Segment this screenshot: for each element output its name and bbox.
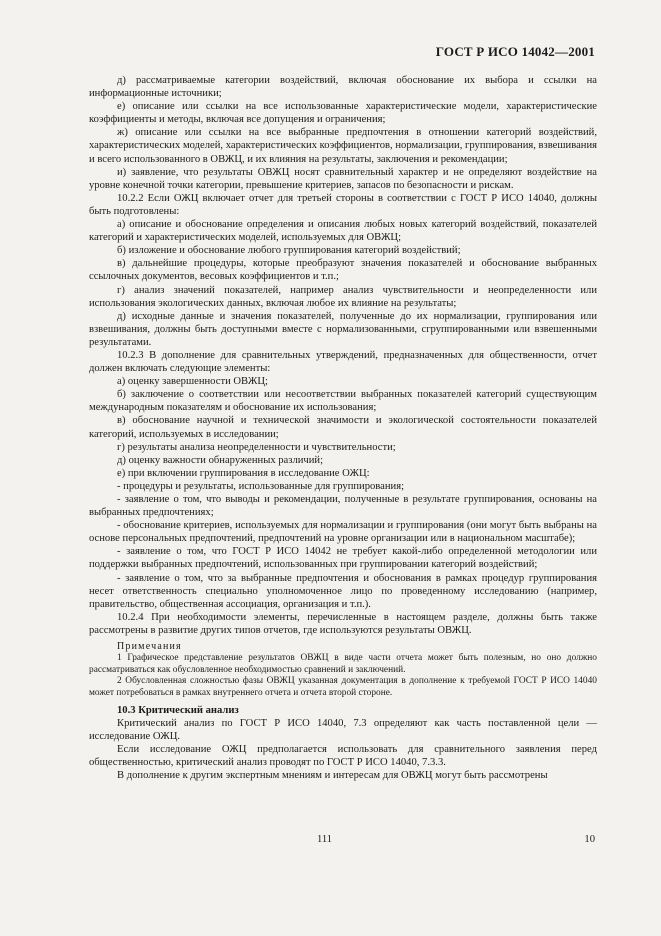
paragraph: б) заключение о соответствии или несоответствии выбранных показателей категорий существующим международным показателям и обоснование их использования; [89,389,597,414]
paragraph: В дополнение к другим экспертным мнениям и интересам для ОВЖЦ могут быть рассмотрены [117,769,548,781]
paragraph: - заявление о том, что за выбранные предпочтения и обоснования в рамках процедур группирования несет ответственность специально уполномоченное лицо по проведенному исследованию (например, правительство, общественная ассоциация, организация и т.п.). [89,572,597,610]
page-content [89,74,597,782]
paragraph: - заявление о том, что ГОСТ Р ИСО 14042 не требует какой-либо определенной методологии или поддержки выбранных предпочтений, использованных при группировании категорий воздействий; [89,546,597,571]
paragraph: в) обоснование научной и технической значимости и экологической состоятельности показателей категорий, используемых в исследовании; [89,415,597,440]
paragraph: е) описание или ссылки на все использованные характеристические модели, характеристические коэффициенты и методы, включая все допущения и ограничения; [89,101,597,126]
paragraph: Критический анализ по ГОСТ Р ИСО 14040, 7.3 определяют как часть поставленной цели — исследование ОЖЦ. [89,717,597,742]
paragraph: д) оценку важности обнаруженных различий; [117,454,324,466]
paragraph: - обоснование критериев, используемых для нормализации и группирования (они могут быть выбраны на основе персональных предпочтений, предпочтений на уровне организации или в национальном масштабе); [89,520,597,545]
notes-title: Примечания [117,641,182,653]
paragraph: б) изложение и обоснование любого группирования категорий воздействий; [117,245,461,257]
paragraph: ж) описание или ссылки на все выбранные предпочтения в отношении категорий воздействий, характеристических моделей, характеристических коэффициентов, нормализации, группирования, взвешивания и всего использованного в ОВЖЦ, и их влияния на результаты, заключения и рекомендации; [89,127,597,165]
paragraph: е) при включении группирования в исследование ОЖЦ: [117,467,370,479]
paragraph: д) исходные данные и значения показателей, полученные до их нормализации, группирования или взвешивания, должны быть доступными вместе с нормализованными, сгруппированными или взвешенными результатами. [89,310,597,348]
paragraph: - процедуры и результаты, использованные для группирования; [117,480,405,492]
note: 1 Графическое представление результатов ОВЖЦ в виде части отчета может быть полезным, но оно должно рассматриваться как обусловленное необходимостью сравнений и заключений. [89,653,597,675]
note: 2 Обусловленная сложностью фазы ОВЖЦ указанная документация в дополнение к требуемой ГОСТ Р ИСО 14040 может потребоваться в рамках внутреннего отчета и отчета второй стороне. [89,676,597,698]
paragraph: в) дальнейшие процедуры, которые преобразуют значения показателей и обоснование выбранных ссылочных документов, весовых коэффициентов и т.п.; [89,258,597,283]
paragraph: а) оценку завершенности ОВЖЦ; [117,376,268,388]
paragraph: а) описание и обоснование определения и описания любых новых категорий воздействий, показателей категорий и характеристических моделей, используемых для ОВЖЦ; [89,219,597,244]
paragraph: г) анализ значений показателей, например анализ чувствительности и неопределенности или использования экологических данных, включая любое их влияние на результаты; [89,284,597,309]
document-header: ГОСТ Р ИСО 14042—2001 [435,44,595,59]
paragraph: и) заявление, что результаты ОВЖЦ носят сравнительный характер и не определяют воздействие на уровне конечной точки категории, превышение критериев, запасов по безопасности и рискам. [89,166,597,191]
paragraph: 10.2.3 В дополнение для сравнительных утверждений, предназначенных для общественности, отчет должен включать следующие элементы: [89,349,597,375]
section-heading: 10.3 Критический анализ [117,704,239,716]
paragraph: Если исследование ОЖЦ предполагается использовать для сравнительного заявления перед общественностью, критический анализ проводят по ГОСТ Р ИСО 14040, 7.3.3. [89,743,597,768]
paragraph: - заявление о том, что выводы и рекомендации, полученные в результате группирования, основаны на выбранных предпочтениях; [89,494,597,519]
paragraph: г) результаты анализа неопределенности и чувствительности; [117,441,396,453]
paragraph: 10.2.2 Если ОЖЦ включает отчет для третьей стороны в соответствии с ГОСТ Р ИСО 14040, должны быть подготовлены: [89,192,597,217]
page-number: 111 [317,834,333,845]
sheet-number: 10 [584,834,595,845]
paragraph: д) рассматриваемые категории воздействий, включая обоснование их выбора и ссылки на информационные источники; [89,75,597,100]
paragraph: 10.2.4 При необходимости элементы, перечисленные в настоящем разделе, должны быть также рассмотрены в развитие других типов отчетов, где используются результаты ОВЖЦ. [89,611,597,636]
